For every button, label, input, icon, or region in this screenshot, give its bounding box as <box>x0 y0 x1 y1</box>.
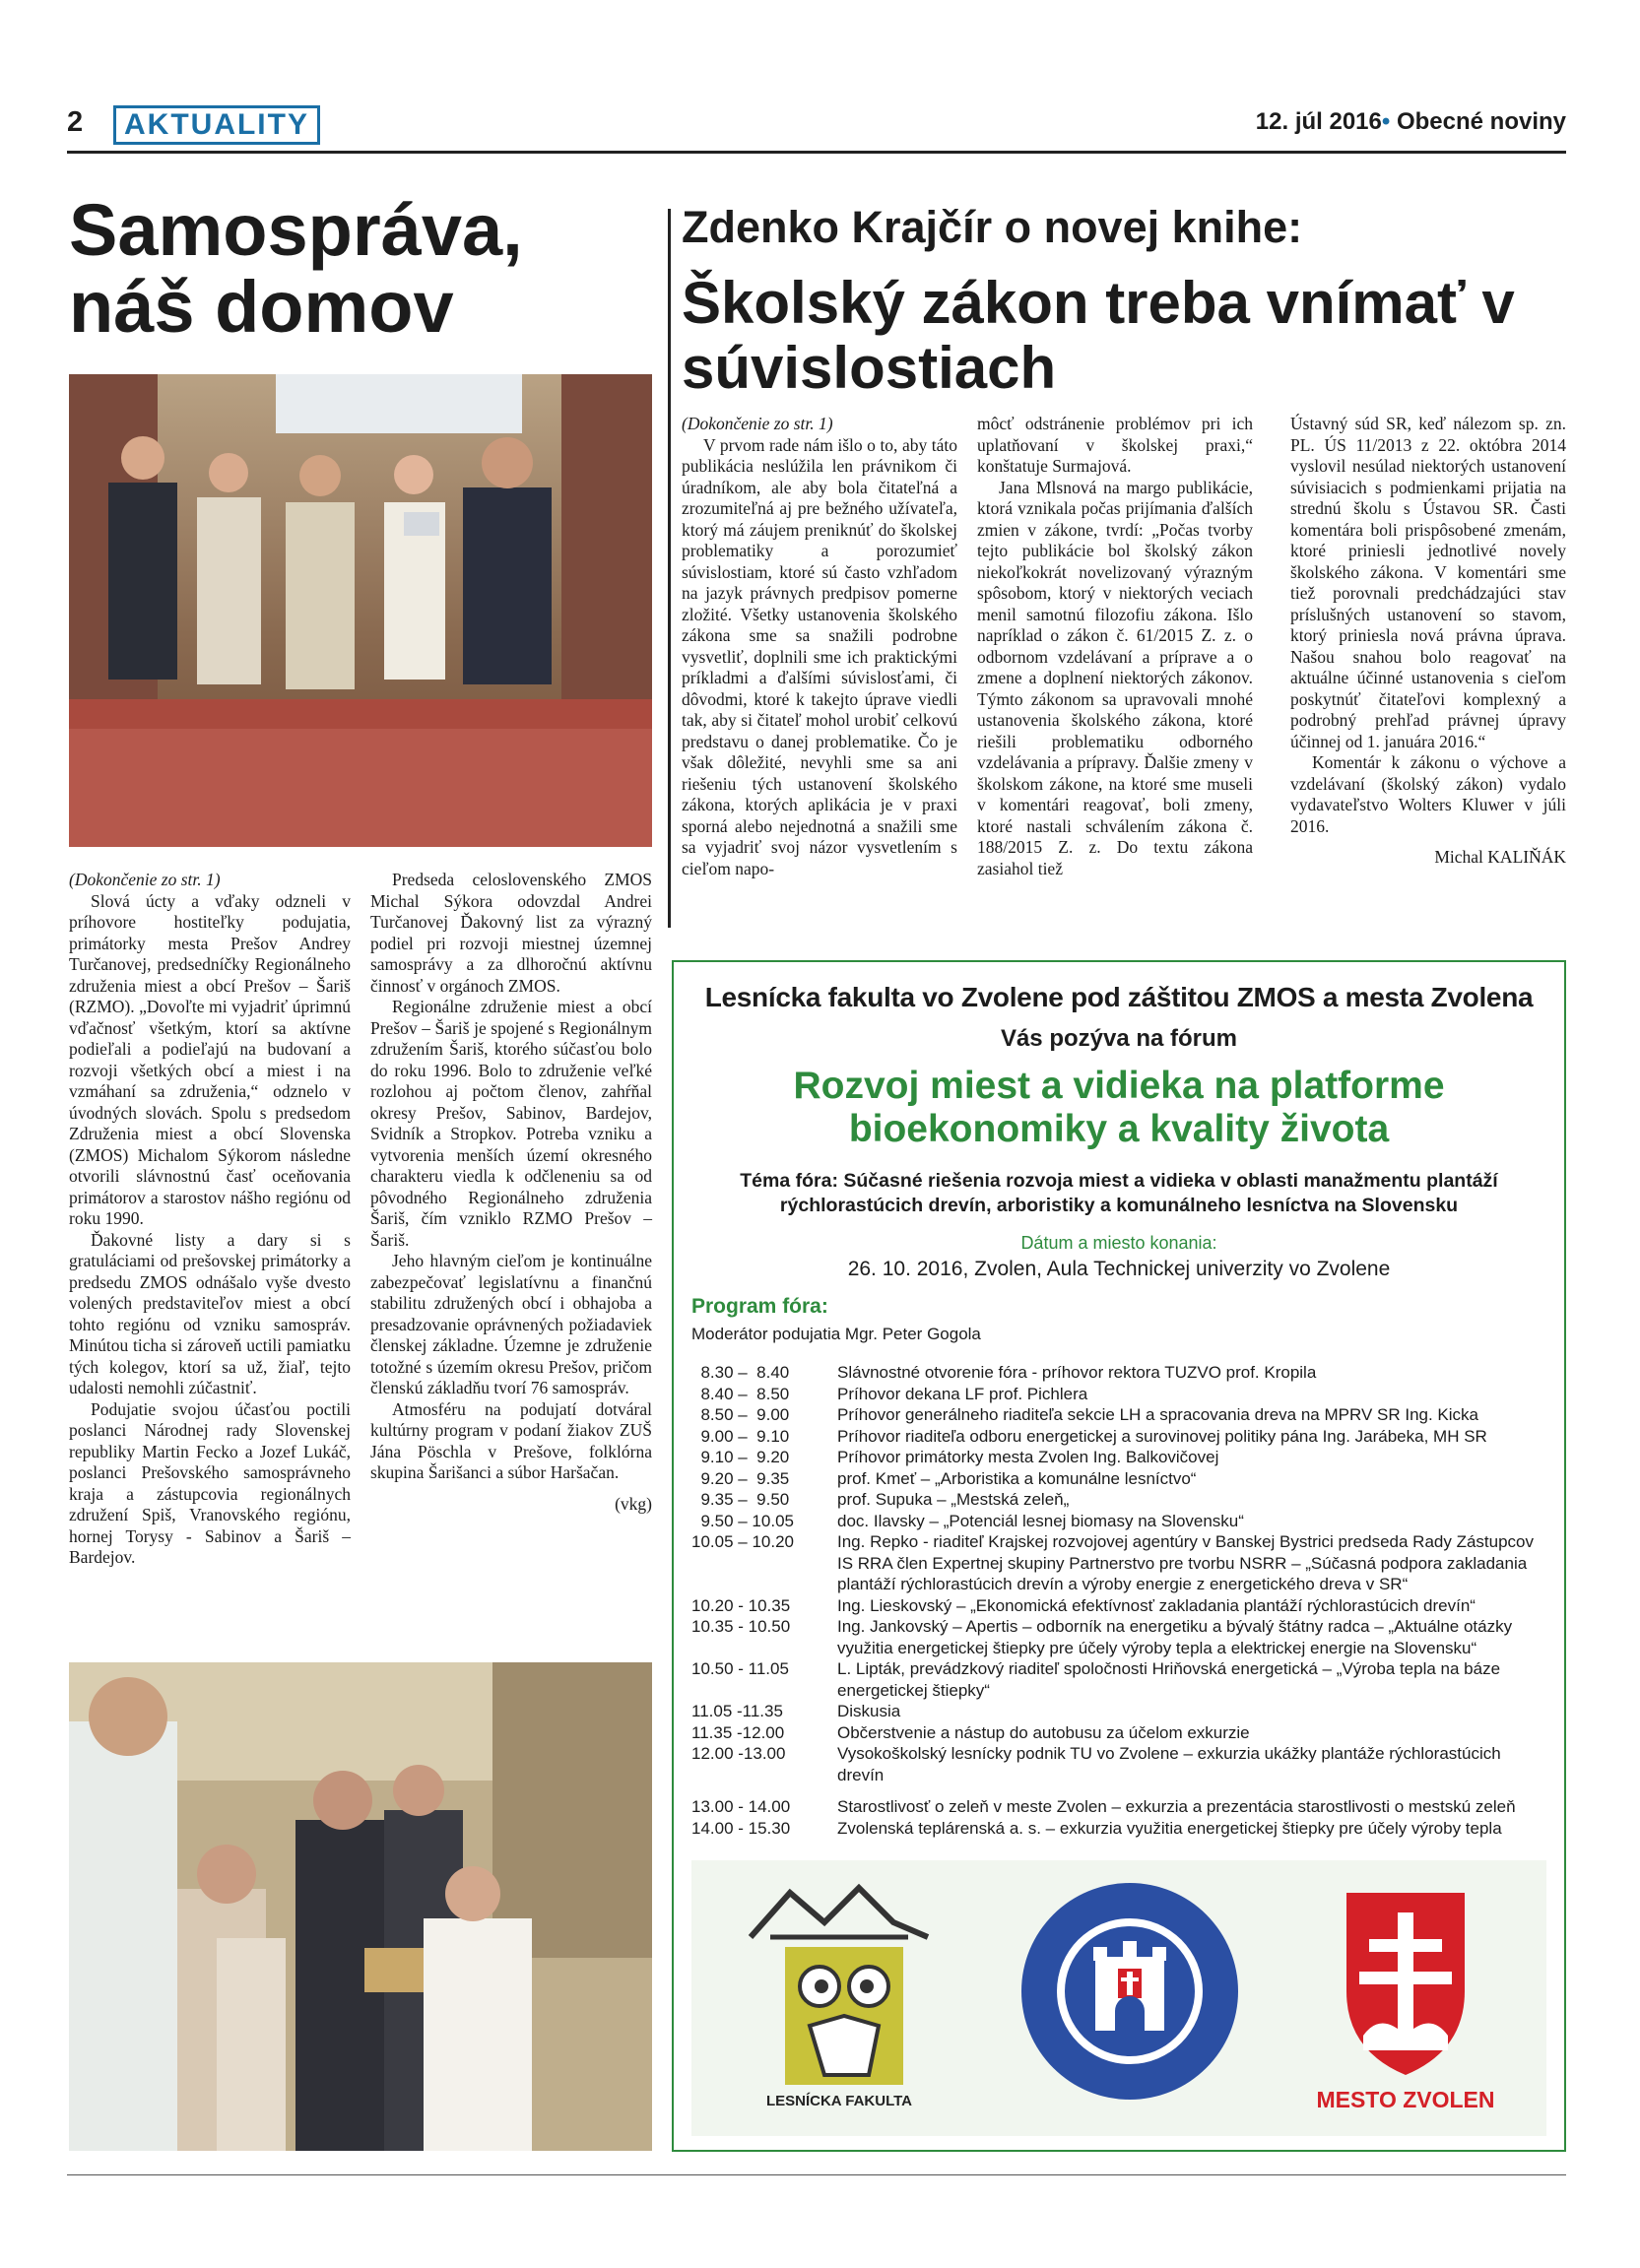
schedule-row <box>691 1511 1548 1532</box>
right-article-title: Školský zákon treba vnímať v súvislostiach <box>682 270 1515 401</box>
schedule-time: 10.50 - 11.05 <box>691 1659 789 1678</box>
continuation-note: (Dokončenie zo str. 1) <box>69 870 221 889</box>
schedule-row <box>691 1818 1548 1840</box>
forum-heading: Lesnícka fakulta vo Zvolene pod záštitou ZMOS a mesta Zvolena <box>704 982 1534 1012</box>
paragraph: Ďakovné listy a dary si s gratuláciami od prešovskej primátorky a predsedu ZMOS odnášalo vyše dvesto volených predstaviteľov miest a obcí tohto regiónu od vzniku samospráv. Minútou ticha si zároveň uctili pamiatku tých kolegov, ktorí sa už, žiaľ, tejto udalosti nemohli zúčastniť. <box>69 1229 351 1397</box>
schedule-time: 12.00 -13.00 <box>691 1744 786 1763</box>
schedule-time: 10.20 - 10.35 <box>691 1595 791 1615</box>
program-schedule <box>691 1362 1548 1839</box>
article-signature: (vkg) <box>615 1493 652 1514</box>
schedule-description: Občerstvenie a nástup do autobusu za účelom exkurzie <box>837 1722 1250 1742</box>
schedule-description: prof. Supuka – „Mestská zeleň„ <box>837 1490 1070 1509</box>
lesnicka-fakulta-logo <box>731 1878 948 2124</box>
paragraph: Komentár k zákonu o výchove a vzdelávaní (školský zákon) vydalo vydavateľstvo Wolters Kluwer v júli 2016. <box>1290 752 1566 836</box>
page-number: 2 <box>67 106 84 138</box>
schedule-time: 11.05 -11.35 <box>691 1702 783 1720</box>
owl-icon <box>731 1878 948 2090</box>
schedule-description: Príhovor riaditeľa odboru energetickej a surovinovej politiky pána Ing. Jarábeka, MH SR <box>837 1426 1487 1446</box>
schedule-row <box>691 1447 1548 1468</box>
award-group-photo <box>69 374 652 847</box>
forum-title: Rozvoj miest a vidieka na platforme bioekonomiky a kvality života <box>793 1065 1445 1150</box>
right-article-kicker: Zdenko Krajčír o novej knihe: <box>682 202 1303 252</box>
schedule-row <box>691 1616 1548 1658</box>
schedule-row <box>691 1531 1548 1595</box>
schedule-time: 9.50 – 10.05 <box>691 1511 794 1530</box>
schedule-time: 13.00 - 14.00 <box>691 1797 791 1816</box>
section-label: AKTUALITY <box>113 105 320 145</box>
schedule-time: 8.40 – 8.50 <box>691 1384 790 1403</box>
schedule-description: Diskusia <box>837 1702 901 1720</box>
schedule-description: Zvolenská teplárenská a. s. – exkurzia využitia energetickej štiepky pre účely výroby tepla <box>837 1818 1502 1838</box>
left-article-column-2 <box>370 870 652 1515</box>
paragraph: Jeho hlavným cieľom je kontinuálne zabezpečovať legislatívnu a finančnú stabilitu združených obcí i obhajoba a presadzovanie oprávnených požiadaviek členskej základne. Územne je združenie totožné s územím okresu Prešov, pričom členskú základňu tvorí 76 samospráv. <box>370 1251 652 1397</box>
paragraph: V prvom rade nám išlo o to, aby táto publikácia neslúžila len právnikom či úradníkom, ale aby bola čitateľná a zrozumiteľná aj pre bežného užívateľa, ktorý má záujem preniknúť do školskej problematiky a porozumieť súvislostiam, ktoré sú často vzhľadom na jazyk právnych predpisov pomerne zložité. Všetky ustanovenia školského zákona sme sa snažili podrobne vysvetliť, doplnili sme ich praktickými príkladmi a ďalšími súvislosťami, či dôvodmi, ktoré k takejto úprave viedli tak, aby si čitateľ mohol urobiť celkovú predstavu o danej problematike. Čo je však dôležité, nevyhli sme sa ani riešeniu tých ustanovení školského zákona, ktorých aplikácia je v praxi sporná alebo nejednotná a snažili sme sa vyjadriť svoj názor vysvetlením s cieľom napo- <box>682 434 957 878</box>
paragraph: Ústavný súd SR, keď nálezom sp. zn. PL. ÚS 11/2013 z 22. októbra 2014 vyslovil nesúlad niektorých ustanovení súvisiacich s podmienkami prijatia na strednú školu s Ústavou SR. Časti komentára boli prispôsobené zmenám, ktoré priniesli jednotlivé novely školského zákona. V komentári sme tiež porovnali predchádzajúci stav príslušných ustanovení so stavom, ktorý priniesla nová právna úprava. Našou snahou bolo reagovať na aktuálne účinné ustanovenia s cieľom poskytnúť čitateľovi komplexný a podrobný prehľad právnej úpravy účinnej od 1. januára 2016.“ <box>1290 414 1566 751</box>
paragraph: Jana Mlsnová na margo publikácie, ktorá vznikala počas prijímania ďalších zmien v zákone, tvrdí: „Počas tvorby tejto publikácie bol školský zákon niekoľkokrát novelizovaný výrazným spôsobom, ktorý v niektorých veciach menil samotnú filozofiu zákona. Išlo napríklad o zákon č. 61/2015 Z. z. o odbornom vzdelávaní a príprave a o zmene a doplnení niektorých zákonov. Týmto zákonom sa upravovali mnohé ustanovenia školského zákona, ktoré riešili problematiku odborného vzdelávania a prípravy. Ďalšie zmeny v školskom zákone, na ktoré sme museli v komentári reagovať, boli zmeny, ktoré nastali schválením zákona č. 188/2015 Z. z. Do textu zákona zasiahol tiež <box>977 477 1253 878</box>
publication-name: Obecné noviny <box>1396 108 1566 135</box>
ceremony-photo <box>69 1662 652 2151</box>
schedule-row <box>691 1796 1548 1818</box>
schedule-description: Ing. Repko - riaditeľ Krajskej rozvojovej agentúry v Banskej Bystrici predseda Rady Zástupcov IS RRA člen Expertnej skupiny Partnerstvo pre tvorbu NSRR – „Súčasná podpora zakladania plantáží rýchlorastúcich drevín a výroby energie z energetického dreva v SR“ <box>837 1532 1535 1593</box>
schedule-time: 8.30 – 8.40 <box>691 1363 790 1382</box>
header-rule <box>67 151 1566 154</box>
paragraph: Podujatie svojou účasťou poctili poslanci Národnej rady Slovenskej republiky Martin Fecko a Jozef Lukáč, poslanci Prešovského samosprávneho kraja a zástupcovia regionálnych združení Spiš, Vranovského regiónu, hornej Torysy - Sabinov a Šariš – Bardejov. <box>69 1398 351 1567</box>
schedule-row <box>691 1658 1548 1701</box>
schedule-row <box>691 1426 1548 1448</box>
moderator: Moderátor podujatia Mgr. Peter Gogola <box>691 1325 981 1343</box>
schedule-time: 9.35 – 9.50 <box>691 1490 790 1509</box>
schedule-description: Slávnostné otvorenie fóra - príhovor rektora TUZVO prof. Kropila <box>837 1363 1317 1382</box>
schedule-description: doc. Ilavsky – „Potenciál lesnej biomasy na Slovensku“ <box>837 1511 1244 1530</box>
left-article-title: Samospráva, náš domov <box>69 189 523 348</box>
schedule-row <box>691 1489 1548 1511</box>
schedule-time: 8.50 – 9.00 <box>691 1405 790 1424</box>
schedule-time: 14.00 - 15.30 <box>691 1818 791 1838</box>
schedule-row <box>691 1595 1548 1617</box>
forum-invite: Vás pozýva na fórum <box>1000 1025 1238 1052</box>
schedule-gap <box>691 1785 1548 1796</box>
schedule-time: 9.10 – 9.20 <box>691 1448 790 1466</box>
paragraph: môcť odstránenie problémov pri ich uplatňovaní v školskej praxi,“ konštatuje Surmajová. <box>977 414 1253 476</box>
schedule-description: Príhovor primátorky mesta Zvolen Ing. Balkovičovej <box>837 1448 1219 1466</box>
schedule-description: Príhovor dekana LF prof. Pichlera <box>837 1384 1088 1403</box>
schedule-row <box>691 1404 1548 1426</box>
schedule-row <box>691 1362 1548 1384</box>
program-label: Program fóra: <box>691 1295 828 1318</box>
schedule-time: 10.05 – 10.20 <box>691 1532 794 1551</box>
schedule-time: 9.20 – 9.35 <box>691 1468 790 1488</box>
paragraph: Predseda celoslovenského ZMOS Michal Sýkora odovzdal Andrei Turčanovej Ďakovný list za výrazný podiel pri rozvoji miestnej územnej samosprávy a za dlhoročnú aktívnu činnosť v orgánoch ZMOS. <box>370 870 652 996</box>
issue-date: 12. júl 2016 <box>1255 108 1382 135</box>
continuation-note: (Dokončenie zo str. 1) <box>682 414 833 433</box>
lesnicka-fakulta-label: LESNÍCKA FAKULTA <box>765 2093 913 2109</box>
schedule-time: 9.00 – 9.10 <box>691 1426 790 1446</box>
paragraph: Atmosféru na podujatí dotváral kultúrny program v podaní žiakov ZUŠ Jána Pöschla v Prešove, folklórna skupina Šarišanci a súbor Haršačan. <box>370 1398 652 1482</box>
schedule-row <box>691 1701 1548 1722</box>
right-article-column-1 <box>682 414 957 879</box>
sponsor-logos <box>691 1860 1546 2136</box>
schedule-description: L. Lipták, prevádzkový riaditeľ spoločnosti Hriňovská energetická – „Výroba tepla na báze energetickej štiepky“ <box>837 1659 1501 1700</box>
schedule-description: Ing. Lieskovský – „Ekonomická efektívnosť zakladania plantáží rýchlorastúcich drevín“ <box>837 1595 1476 1615</box>
right-article-column-2 <box>977 414 1253 879</box>
footer-rule <box>67 2174 1566 2175</box>
forum-invitation-box <box>672 960 1566 2152</box>
schedule-description: prof. Kmeť – „Arboristika a komunálne lesníctvo“ <box>837 1468 1197 1488</box>
issue-info <box>1256 108 1566 136</box>
forum-theme: Téma fóra: Súčasné riešenia rozvoja miest a vidieka v oblasti manažmentu plantáží rýchlorastúcich drevín, arboristiky a komunálneho lesníctva na Slovensku <box>740 1170 1498 1216</box>
bullet-dot: • <box>1381 108 1391 135</box>
left-article-column-1 <box>69 870 351 1569</box>
schedule-row <box>691 1468 1548 1490</box>
mesto-zvolen-label: MESTO ZVOLEN <box>1316 2087 1495 2112</box>
paragraph: Regionálne združenie miest a obcí Prešov – Šariš je spojené s Regionálnym združením Šariš, ktorého súčasťou bolo do roku 1996. Bolo to združenie veľké rozlohou aj počtom členov, zahŕňal okresy Prešov, Sabinov, Bardejov, Svidník a Stropkov. Potreba vzniku a vytvorenia menších území okresného charakteru viedla k odčleneniu sa od pôvodného Regionálneho združenia Šariš, čím vzniklo RZMO Prešov – Šariš. <box>370 997 652 1250</box>
column-divider <box>668 209 671 928</box>
zvolen-coat-of-arms-icon <box>1302 1878 1509 2085</box>
paragraph: Slová úcty a vďaky odzneli v príhovore hostiteľky podujatia, primátorky mesta Prešov Andrey Turčanovej, predsedníčky Regionálneho združenia miest a obcí Prešov – Šariš (RZMO). „Dovoľte mi vyjadriť úprimnú vďačnosť všetkým, ktorí sa aktívne podieľali a podieľajú na budovaní a rozvoji všetkých obcí a miest i na vzmáhaní sa združenia,“ odznelo v úvodných slovách. Spolu s predsedom Združenia miest a obcí Slovenska (ZMOS) Michalom Sýkorom následne otvorili slávnostnú časť oceňovania primátorov a starostov nášho regiónu od roku 1990. <box>69 890 351 1228</box>
schedule-time: 11.35 -12.00 <box>691 1722 785 1742</box>
schedule-row <box>691 1722 1548 1744</box>
schedule-description: Príhovor generálneho riaditeľa sekcie LH a spracovania dreva na MPRV SR Ing. Kicka <box>837 1405 1478 1424</box>
schedule-row <box>691 1384 1548 1405</box>
forum-date: 26. 10. 2016, Zvolen, Aula Technickej univerzity vo Zvolene <box>847 1258 1391 1280</box>
schedule-description: Ing. Jankovský – Apertis – odborník na energetiku a bývalý štátny radca – „Aktuálne otázky využitia energetickej štiepky pre účely výroby tepla a elektrickej energie na Slovensku“ <box>837 1617 1513 1657</box>
zmos-seal-icon <box>1017 1878 1243 2105</box>
schedule-time: 10.35 - 10.50 <box>691 1617 791 1636</box>
article-author: Michal KALIŇÁK <box>1434 847 1566 867</box>
zmos-seal-logo <box>1017 1878 1243 2124</box>
schedule-description: Vysokoškolský lesnícky podnik TU vo Zvolene – exkurzia ukážky plantáže rýchlorastúcich drevín <box>837 1744 1501 1784</box>
right-article-column-3 <box>1290 414 1566 869</box>
schedule-row <box>691 1743 1548 1785</box>
mesto-zvolen-logo <box>1302 1878 1509 2124</box>
schedule-description: Starostlivosť o zeleň v meste Zvolen – exkurzia a prezentácia starostlivosti o mestskú zeleň <box>837 1797 1516 1816</box>
forum-date-label: Dátum a miesto konania: <box>1020 1233 1217 1253</box>
